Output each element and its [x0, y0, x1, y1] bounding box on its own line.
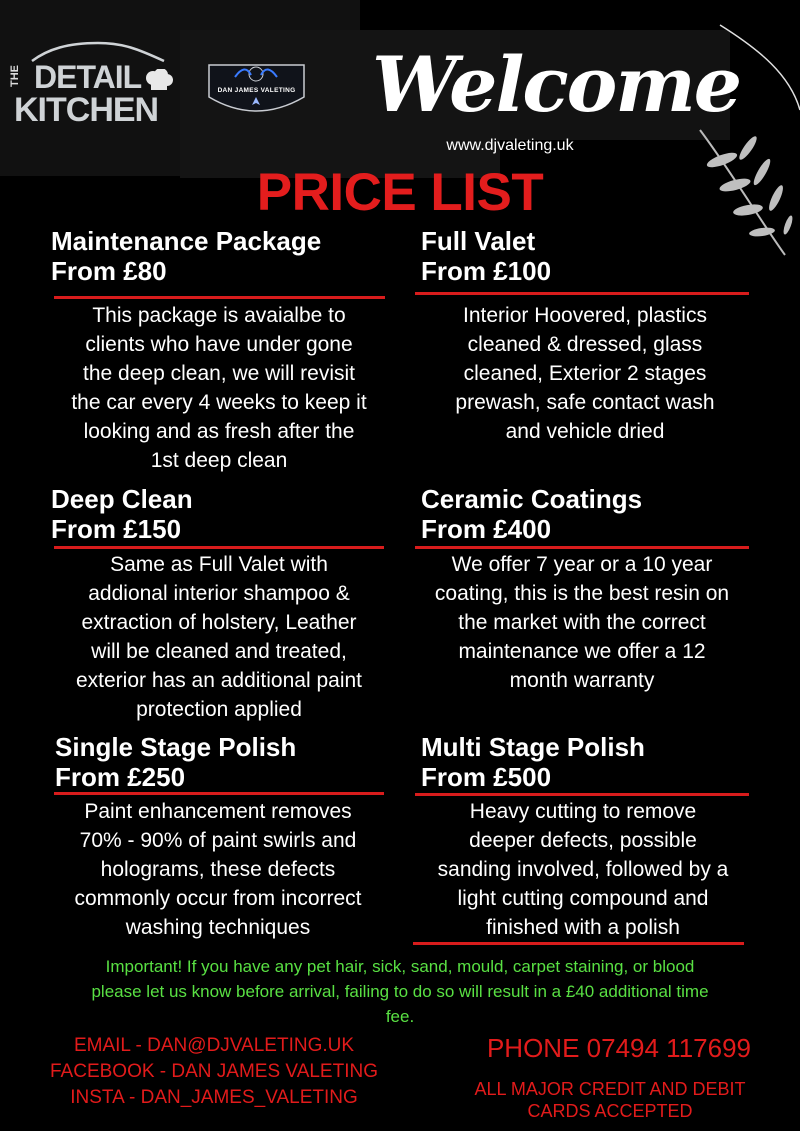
package-description: Same as Full Valet with addional interior shampoo & extraction of holstery, Leather will be cleaned and treated, exterior has an additional paint protection applied — [75, 553, 363, 721]
package-maintenance — [51, 226, 391, 286]
contact-details — [14, 1033, 414, 1111]
package-description: Heavy cutting to remove deeper defects, possible sanding involved, followed by a light cutting compound and finished with a polish — [437, 800, 729, 939]
important-notice: Important! If you have any pet hair, sick, sand, mould, carpet staining, or blood please let us know before arrival, failing to do so will result in a £40 additional time fee. — [91, 957, 709, 1026]
package-name: Single Stage Polish — [55, 732, 297, 762]
welcome-heading: Welcome — [372, 40, 741, 129]
package-ceramic-coatings — [421, 484, 761, 544]
dan-james-valeting-logo — [205, 57, 308, 123]
package-full-valet — [421, 226, 761, 286]
package-description: Paint enhancement removes 70% - 90% of paint swirls and holograms, these defects commonly occur from incorrect washing techniques — [74, 800, 362, 939]
payment-info: ALL MAJOR CREDIT AND DEBIT CARDS ACCEPTED — [474, 1079, 746, 1121]
package-single-stage-polish — [55, 732, 395, 792]
package-price: From £150 — [51, 514, 182, 544]
section-divider — [54, 546, 384, 549]
price-list-title: PRICE LIST — [256, 163, 544, 222]
section-divider — [415, 546, 749, 549]
facebook-link[interactable]: FACEBOOK - DAN JAMES VALETING — [50, 1061, 378, 1082]
chef-hat-icon — [144, 69, 174, 91]
section-divider — [54, 792, 384, 795]
package-deep-clean — [51, 484, 391, 544]
package-price: From £400 — [421, 514, 552, 544]
section-divider — [415, 292, 749, 295]
leaf-decoration-icon — [690, 20, 800, 260]
phone-number[interactable]: PHONE 07494 117699 — [486, 1033, 752, 1063]
package-description: Interior Hoovered, plastics cleaned & dressed, glass cleaned, Exterior 2 stages prewash, safe contact wash and vehicle dried — [455, 304, 715, 443]
email-link[interactable]: EMAIL - DAN@DJVALETING.UK — [73, 1035, 355, 1056]
section-divider — [415, 793, 749, 796]
package-description: We offer 7 year or a 10 year coating, this is the best resin on the market with the correct maintenance we offer a 12 month warranty — [434, 553, 730, 692]
package-name: Maintenance Package — [51, 226, 322, 256]
website-link[interactable]: www.djvaleting.uk — [446, 137, 574, 154]
package-name: Deep Clean — [51, 484, 193, 514]
logo-detail-text: DETAIL — [34, 59, 142, 95]
section-divider — [54, 296, 385, 299]
package-price: From £250 — [55, 762, 186, 792]
package-price: From £500 — [421, 762, 552, 792]
logo-kitchen-text: KITCHEN — [14, 91, 159, 129]
package-name: Full Valet — [421, 226, 536, 256]
package-price: From £100 — [421, 256, 552, 286]
section-divider — [413, 942, 744, 945]
package-name: Multi Stage Polish — [421, 732, 645, 762]
package-name: Ceramic Coatings — [421, 484, 643, 514]
logo-the-text: THE — [9, 65, 21, 87]
dj-logo-name: DAN JAMES VALETING — [217, 87, 296, 94]
detail-kitchen-logo — [8, 45, 178, 135]
package-multi-stage-polish — [421, 732, 761, 792]
instagram-link[interactable]: INSTA - DAN_JAMES_VALETING — [70, 1087, 358, 1108]
package-price: From £80 — [51, 256, 167, 286]
package-description: This package is avaialbe to clients who have under gone the deep clean, we will revisit the car every 4 weeks to keep it looking and as fresh after the 1st deep clean — [71, 304, 367, 472]
